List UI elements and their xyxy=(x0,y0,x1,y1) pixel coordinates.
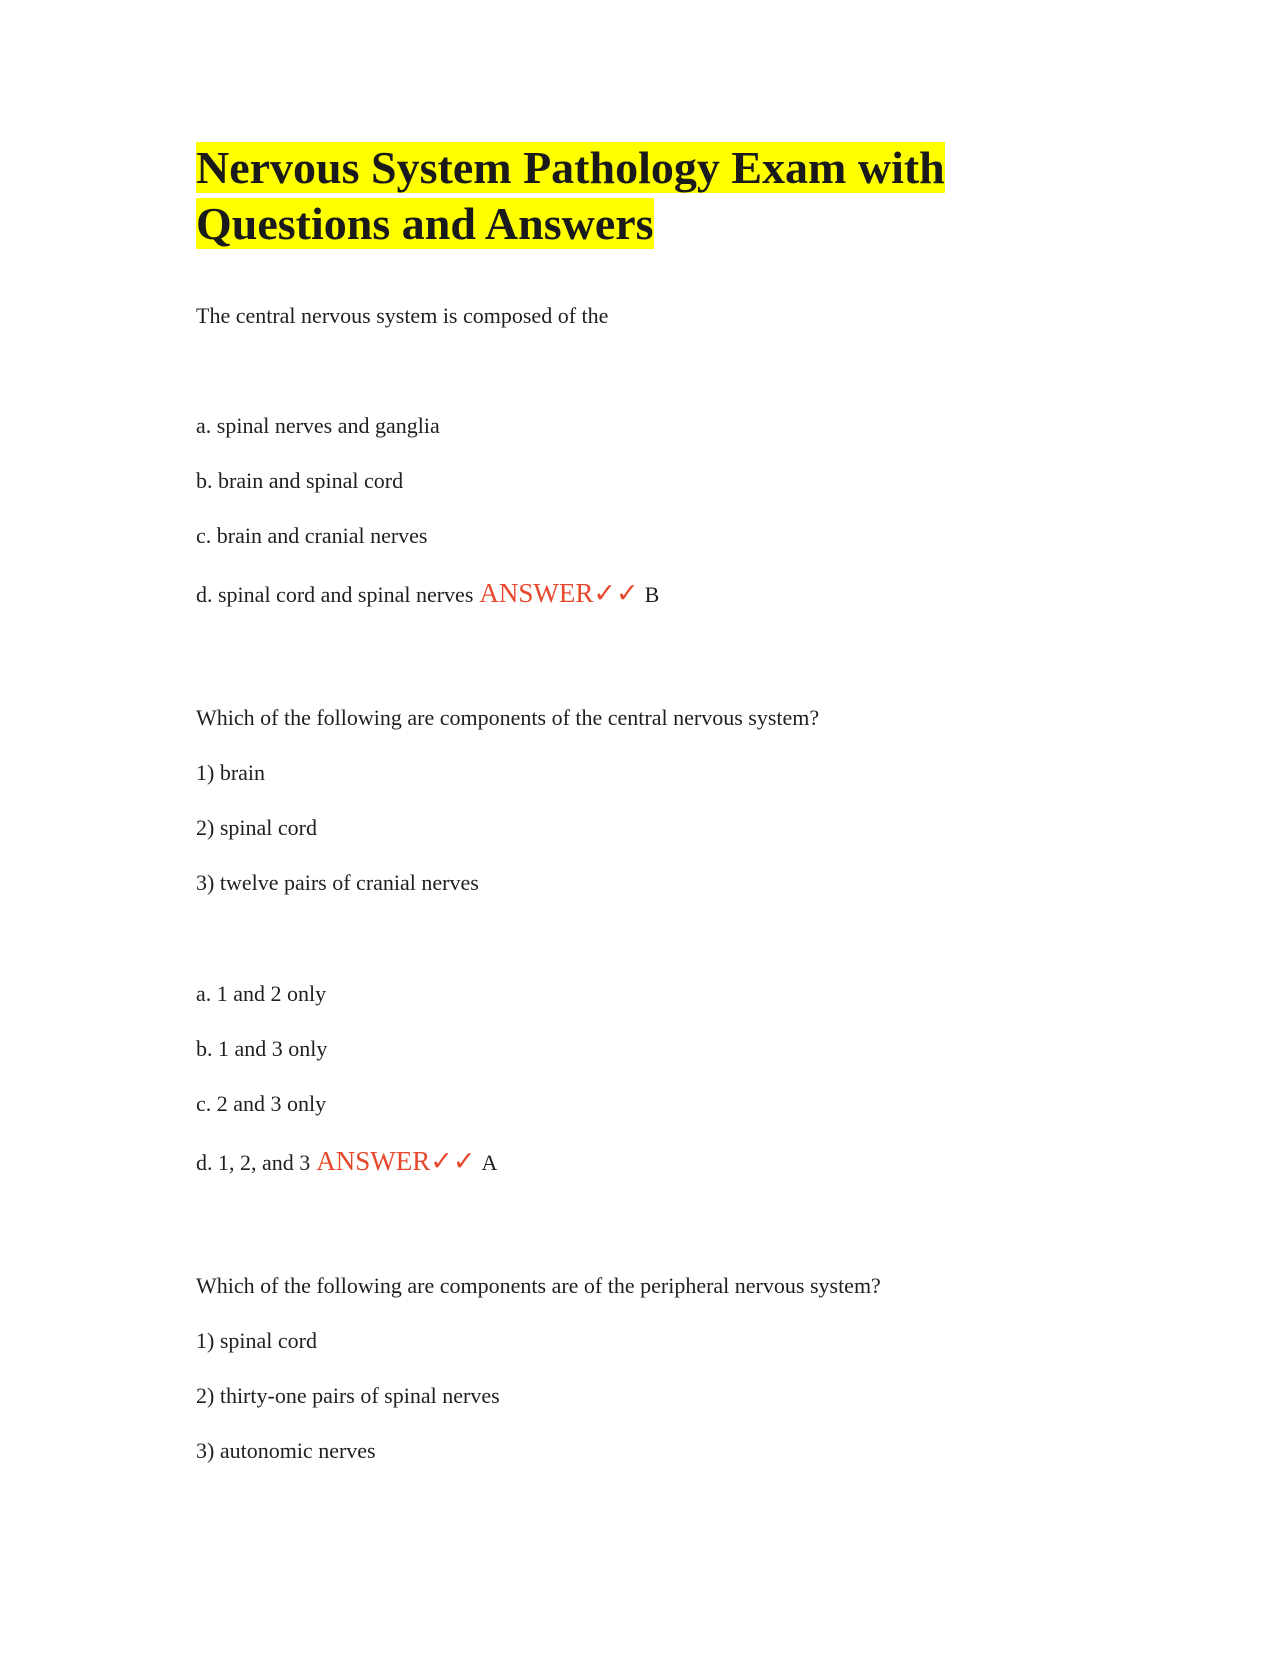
question-3-text: Which of the following are components are of the peripheral nervous system? xyxy=(196,1273,881,1298)
question-1-option-a: a. spinal nerves and ganglia xyxy=(196,413,440,438)
question-3-item-1: 1) spinal cord xyxy=(196,1328,317,1353)
question-2-item-1: 1) brain xyxy=(196,760,266,785)
question-3-item-2: 2) thirty-one pairs of spinal nerves xyxy=(196,1383,500,1408)
question-2-option-d-line xyxy=(196,1147,497,1177)
question-2-item-2: 2) spinal cord xyxy=(196,815,317,840)
document-title xyxy=(196,140,976,252)
question-1-answer-value: B xyxy=(644,582,660,607)
question-2-answer-value: A xyxy=(481,1150,498,1175)
question-1-text: The central nervous system is composed of the xyxy=(196,303,609,328)
question-1-answer-label: ANSWER✓✓ xyxy=(479,578,639,608)
question-2-option-d: d. 1, 2, and 3 xyxy=(196,1150,311,1175)
question-1-option-d-line xyxy=(196,579,659,609)
question-2-text: Which of the following are components of the central nervous system? xyxy=(196,705,820,730)
question-2-option-c: c. 2 and 3 only xyxy=(196,1091,327,1116)
question-1-option-b: b. brain and spinal cord xyxy=(196,468,404,493)
question-1-option-c: c. brain and cranial nerves xyxy=(196,523,428,548)
question-2-option-a: a. 1 and 2 only xyxy=(196,981,327,1006)
question-1-option-d: d. spinal cord and spinal nerves xyxy=(196,582,474,607)
title-highlight: Nervous System Pathology Exam with Questions and Answers xyxy=(196,142,945,249)
question-2-option-b: b. 1 and 3 only xyxy=(196,1036,328,1061)
question-3-item-3: 3) autonomic nerves xyxy=(196,1438,376,1463)
question-2-answer-label: ANSWER✓✓ xyxy=(316,1146,476,1176)
question-2-item-3: 3) twelve pairs of cranial nerves xyxy=(196,870,479,895)
